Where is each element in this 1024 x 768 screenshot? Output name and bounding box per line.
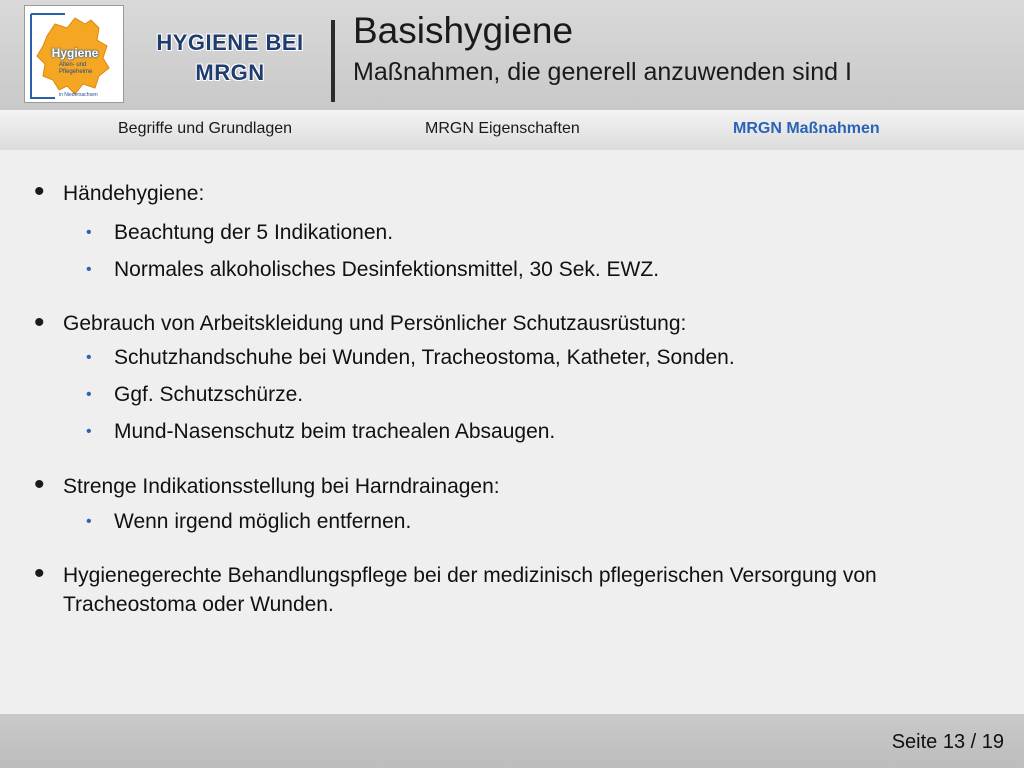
slide-footer <box>0 714 1024 768</box>
nav-item-mrgn-massnahmen[interactable]: MRGN Maßnahmen <box>733 120 880 137</box>
sub-bullet-item: Wenn irgend möglich entfernen. <box>114 510 412 533</box>
brand-title <box>140 28 320 88</box>
logo-subtext <box>59 62 119 76</box>
nav-item-mrgn-eigenschaften[interactable]: MRGN Eigenschaften <box>425 120 580 137</box>
bullet-item-behandlungspflege: Hygienegerechte Behandlungspflege bei der medizinisch pflegerischen Versorgung von Tracheostoma oder Wunden. <box>63 564 877 616</box>
logo-footer-text: in Niedersachsen <box>59 92 98 98</box>
section-nav <box>0 110 1024 150</box>
slide-content <box>0 150 1024 714</box>
bullet-item-harndrainagen: Strenge Indikationsstellung bei Harndrainagen: <box>63 475 500 498</box>
logo-wordmark: Hygiene <box>51 46 99 60</box>
bullet-icon: • <box>34 175 45 208</box>
bullet-icon: • <box>34 557 45 590</box>
slide-title: Basishygiene <box>353 10 574 51</box>
sub-bullet-item: Mund-Nasenschutz beim trachealen Absaugen. <box>114 420 556 443</box>
slide-header <box>0 0 1024 110</box>
sub-bullet-icon: • <box>86 423 92 440</box>
sub-bullet-item: Beachtung der 5 Indikationen. <box>114 221 394 244</box>
sub-bullet-icon: • <box>86 513 92 530</box>
logo-subtext-line-2: Pflegeheime <box>59 69 93 75</box>
page-number: Seite 13 / 19 <box>891 731 1004 753</box>
nav-item-begriffe-und-grundlagen[interactable]: Begriffe und Grundlagen <box>118 120 293 137</box>
header-divider <box>331 20 335 102</box>
brand-title-line-1: HYGIENE BEI <box>156 30 304 55</box>
sub-bullet-icon: • <box>86 224 92 241</box>
bullet-item-arbeitskleidung: Gebrauch von Arbeitskleidung und Persönlicher Schutzausrüstung: <box>63 312 687 335</box>
sub-bullet-item: Ggf. Schutzschürze. <box>114 383 304 406</box>
bullet-icon: • <box>34 306 45 339</box>
slide-subtitle: Maßnahmen, die generell anzuwenden sind I <box>353 58 852 86</box>
sub-bullet-icon: • <box>86 349 92 366</box>
logo <box>24 5 124 103</box>
brand-title-line-2: MRGN <box>195 60 265 85</box>
bullet-icon: • <box>34 468 45 501</box>
logo-subtext-line-1: Alten- und <box>59 62 87 68</box>
sub-bullet-item: Normales alkoholisches Desinfektionsmittel, 30 Sek. EWZ. <box>114 258 660 281</box>
sub-bullet-item: Schutzhandschuhe bei Wunden, Tracheostoma, Katheter, Sonden. <box>114 346 735 369</box>
bullet-item-haendehygiene: Händehygiene: <box>63 182 205 205</box>
sub-bullet-icon: • <box>86 386 92 403</box>
sub-bullet-icon: • <box>86 261 92 278</box>
